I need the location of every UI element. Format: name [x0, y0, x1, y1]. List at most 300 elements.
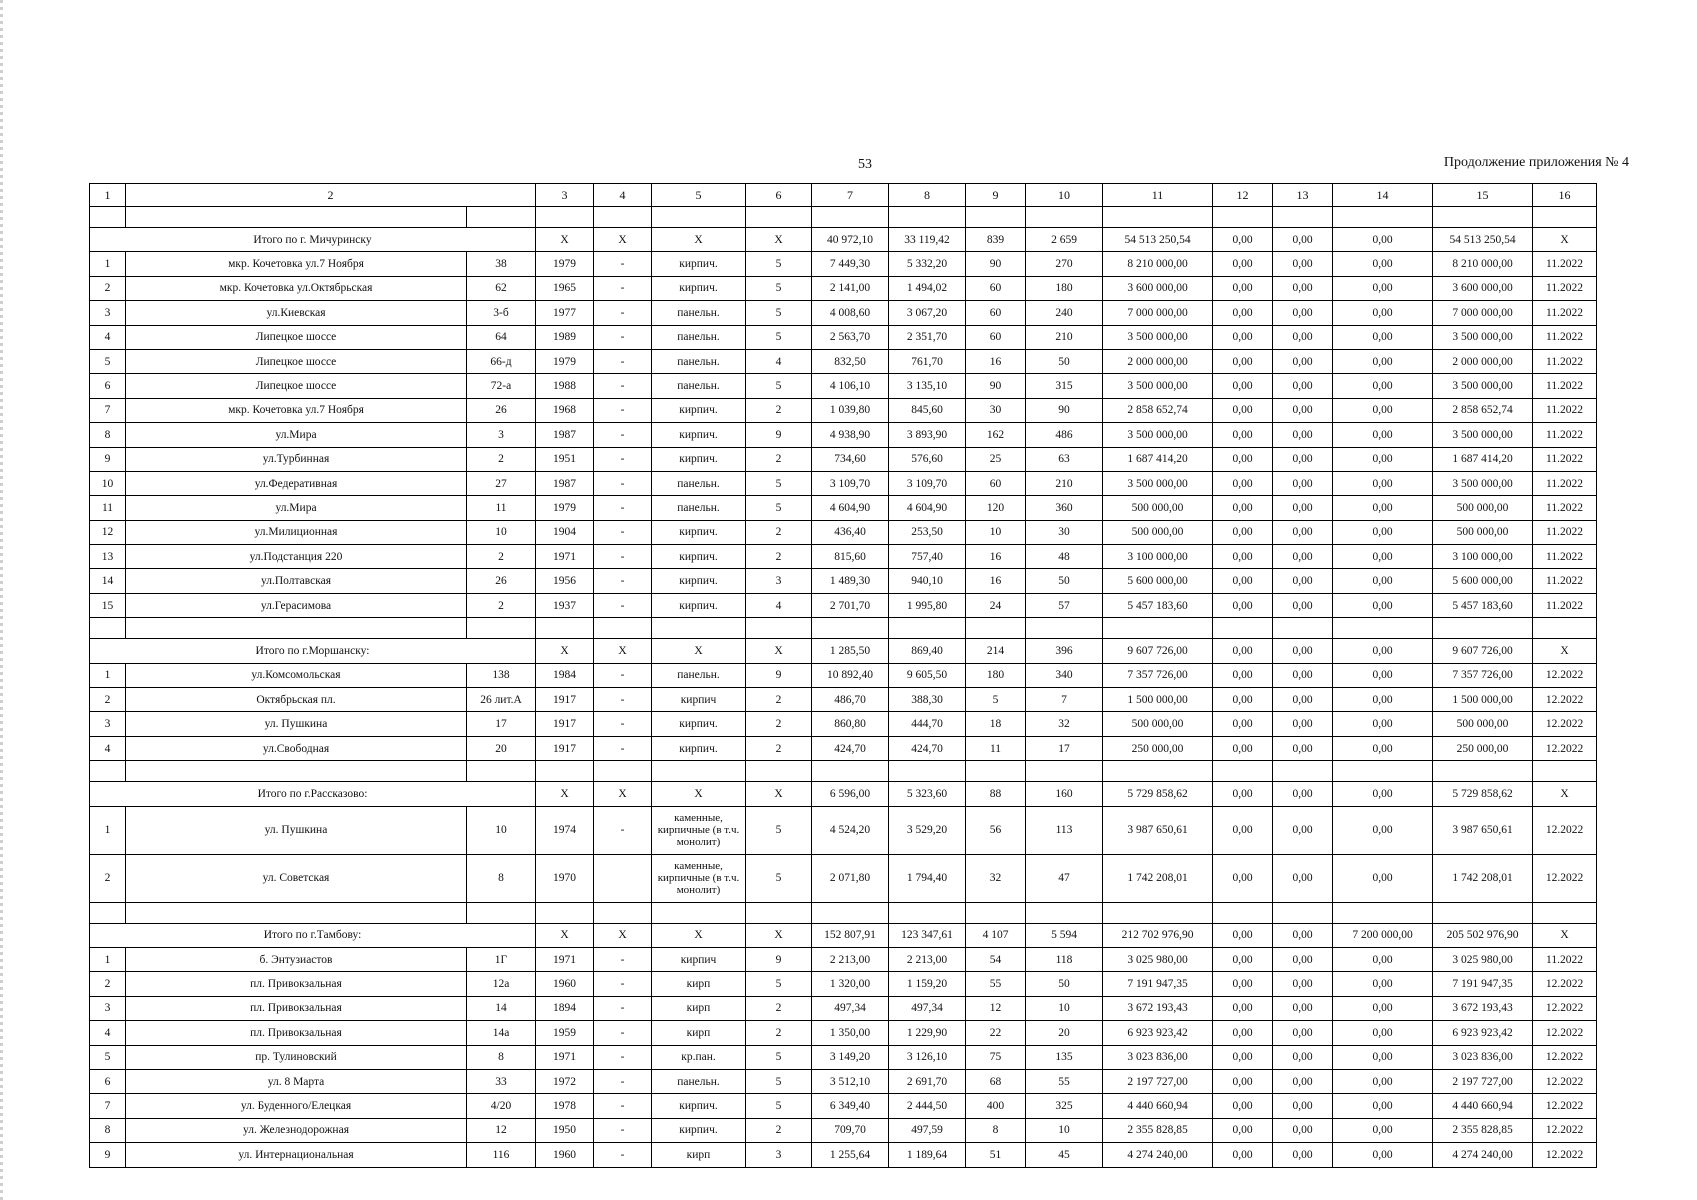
table-cell: ул. Советская: [126, 854, 467, 902]
table-cell: кирпич.: [652, 1094, 746, 1118]
empty-cell: [652, 902, 746, 923]
table-cell: ул. Пушкина: [126, 712, 467, 736]
table-cell: 9: [746, 663, 812, 687]
total-cell: X: [1533, 782, 1597, 806]
table-cell: 0,00: [1213, 1021, 1273, 1045]
empty-cell: [594, 902, 652, 923]
table-cell: 0,00: [1273, 374, 1333, 398]
table-cell: 5 457 183,60: [1433, 593, 1533, 617]
table-cell: 8 210 000,00: [1433, 252, 1533, 276]
table-cell: -: [594, 569, 652, 593]
table-cell: 3 500 000,00: [1433, 325, 1533, 349]
empty-cell: [812, 207, 889, 228]
table-cell: 2 351,70: [889, 325, 966, 349]
total-cell: X: [746, 639, 812, 663]
empty-cell: [1213, 618, 1273, 639]
table-cell: 18: [966, 712, 1026, 736]
table-cell: 3 500 000,00: [1433, 471, 1533, 495]
table-cell: 3 512,10: [812, 1069, 889, 1093]
table-cell: 2 213,00: [812, 947, 889, 971]
table-cell: 0,00: [1213, 447, 1273, 471]
table-cell: -: [594, 398, 652, 422]
total-cell: 0,00: [1333, 639, 1433, 663]
table-cell: 2: [746, 996, 812, 1020]
column-number: 12: [1213, 184, 1273, 207]
total-cell: 9 607 726,00: [1103, 639, 1213, 663]
table-cell: 0,00: [1213, 1118, 1273, 1142]
table-cell: 1 255,64: [812, 1143, 889, 1167]
empty-cell: [467, 618, 536, 639]
table-cell: 0,00: [1213, 496, 1273, 520]
total-cell: X: [594, 228, 652, 252]
empty-cell: [126, 618, 467, 639]
table-cell: кирпич.: [652, 447, 746, 471]
column-number: 9: [966, 184, 1026, 207]
table-cell: 0,00: [1213, 1143, 1273, 1167]
table-cell: 832,50: [812, 349, 889, 373]
table-row: [90, 996, 1597, 1020]
table-cell: 4/20: [467, 1094, 536, 1118]
table-cell: 576,60: [889, 447, 966, 471]
table-row: [90, 471, 1597, 495]
table-cell: 60: [966, 325, 1026, 349]
table-cell: 424,70: [812, 736, 889, 760]
table-cell: каменные, кирпичные (в т.ч. монолит): [652, 854, 746, 902]
table-cell: -: [594, 252, 652, 276]
empty-cell: [1103, 618, 1213, 639]
total-cell: 6 596,00: [812, 782, 889, 806]
table-cell: 1951: [536, 447, 594, 471]
table-cell: 5: [746, 276, 812, 300]
empty-cell: [536, 618, 594, 639]
table-cell: 210: [1026, 325, 1103, 349]
total-cell: 214: [966, 639, 1026, 663]
table-cell: -: [594, 276, 652, 300]
table-cell: 32: [1026, 712, 1103, 736]
table-row: [90, 593, 1597, 617]
table-cell: 5: [746, 854, 812, 902]
table-cell: ул. Пушкина: [126, 806, 467, 854]
empty-cell: [889, 902, 966, 923]
table-cell: 162: [966, 423, 1026, 447]
table-cell: 55: [1026, 1069, 1103, 1093]
table-cell: 12.2022: [1533, 854, 1597, 902]
empty-cell: [90, 207, 126, 228]
table-cell: Липецкое шоссе: [126, 374, 467, 398]
table-cell: 486,70: [812, 688, 889, 712]
empty-cell: [746, 761, 812, 782]
table-cell: 7 357 726,00: [1103, 663, 1213, 687]
table-cell: 62: [467, 276, 536, 300]
table-cell: 0,00: [1333, 972, 1433, 996]
table-cell: Октябрьская пл.: [126, 688, 467, 712]
table-cell: 90: [966, 374, 1026, 398]
table-cell: 8: [966, 1118, 1026, 1142]
table-cell: 0,00: [1273, 301, 1333, 325]
table-cell: 90: [966, 252, 1026, 276]
table-cell: 3 500 000,00: [1103, 325, 1213, 349]
table-cell: 734,60: [812, 447, 889, 471]
table-cell: 3 500 000,00: [1433, 423, 1533, 447]
table-cell: ул.Комсомольская: [126, 663, 467, 687]
table-cell: пл. Привокзальная: [126, 972, 467, 996]
total-cell: 839: [966, 228, 1026, 252]
table-cell: 10: [467, 806, 536, 854]
table-cell: 2: [746, 398, 812, 422]
total-cell: 9 607 726,00: [1433, 639, 1533, 663]
empty-cell: [90, 902, 126, 923]
table-cell: кирпич.: [652, 712, 746, 736]
table-cell: 1 320,00: [812, 972, 889, 996]
table-cell: 1 742 208,01: [1103, 854, 1213, 902]
table-cell: 4: [90, 325, 126, 349]
table-cell: 38: [467, 252, 536, 276]
table-cell: 32: [966, 854, 1026, 902]
table-cell: 3-б: [467, 301, 536, 325]
table-cell: 709,70: [812, 1118, 889, 1142]
table-cell: 14а: [467, 1021, 536, 1045]
table-cell: ул.Свободная: [126, 736, 467, 760]
empty-cell: [467, 761, 536, 782]
table-cell: 7: [1026, 688, 1103, 712]
total-cell: 7 200 000,00: [1333, 923, 1433, 947]
table-cell: 0,00: [1273, 325, 1333, 349]
empty-cell: [594, 618, 652, 639]
table-cell: -: [594, 806, 652, 854]
empty-cell: [966, 618, 1026, 639]
table-cell: 60: [966, 471, 1026, 495]
table-cell: 9: [746, 947, 812, 971]
scan-edge: [0, 0, 3, 1200]
table-cell: 30: [1026, 520, 1103, 544]
table-cell: ул. Интернациональная: [126, 1143, 467, 1167]
table-cell: 0,00: [1333, 569, 1433, 593]
table-cell: 4 440 660,94: [1433, 1094, 1533, 1118]
empty-cell: [1433, 207, 1533, 228]
table-cell: 940,10: [889, 569, 966, 593]
table-cell: кирп: [652, 1143, 746, 1167]
table-cell: 9: [90, 1143, 126, 1167]
table-cell: 0,00: [1213, 520, 1273, 544]
table-cell: 0,00: [1273, 496, 1333, 520]
table-cell: 54: [966, 947, 1026, 971]
table-cell: 436,40: [812, 520, 889, 544]
table-cell: панельн.: [652, 301, 746, 325]
table-cell: кирпич.: [652, 569, 746, 593]
table-cell: 0,00: [1273, 398, 1333, 422]
table-cell: 3 500 000,00: [1103, 471, 1213, 495]
table-cell: -: [594, 325, 652, 349]
table-cell: 1904: [536, 520, 594, 544]
table-cell: 6 923 923,42: [1433, 1021, 1533, 1045]
table-cell: 1956: [536, 569, 594, 593]
table-cell: 5: [90, 1045, 126, 1069]
table-cell: 9 605,50: [889, 663, 966, 687]
empty-cell: [594, 207, 652, 228]
table-cell: 1987: [536, 423, 594, 447]
table-cell: 3 109,70: [889, 471, 966, 495]
table-cell: 10: [966, 520, 1026, 544]
table-cell: 10: [1026, 1118, 1103, 1142]
empty-cell: [467, 207, 536, 228]
table-row: [90, 1143, 1597, 1167]
table-cell: 0,00: [1213, 806, 1273, 854]
table-cell: 0,00: [1333, 398, 1433, 422]
table-cell: -: [594, 593, 652, 617]
table-cell: 7 191 947,35: [1103, 972, 1213, 996]
table-cell: 11.2022: [1533, 447, 1597, 471]
table-cell: 1: [90, 806, 126, 854]
table-cell: 55: [966, 972, 1026, 996]
table-cell: 400: [966, 1094, 1026, 1118]
blank-row: [90, 902, 1597, 923]
table-cell: 0,00: [1213, 252, 1273, 276]
column-number: 16: [1533, 184, 1597, 207]
table-cell: -: [594, 545, 652, 569]
table-cell: -: [594, 447, 652, 471]
table-cell: 0,00: [1333, 520, 1433, 544]
total-cell: X: [652, 923, 746, 947]
table-cell: 8: [467, 854, 536, 902]
table-cell: 0,00: [1333, 593, 1433, 617]
empty-cell: [536, 207, 594, 228]
table-cell: 0,00: [1273, 471, 1333, 495]
table-cell: 0,00: [1333, 1021, 1433, 1045]
total-cell: 5 323,60: [889, 782, 966, 806]
table-cell: 9: [746, 423, 812, 447]
table-cell: 5: [966, 688, 1026, 712]
table-cell: -: [594, 301, 652, 325]
table-row: [90, 349, 1597, 373]
total-cell: 2 659: [1026, 228, 1103, 252]
table-cell: 16: [966, 545, 1026, 569]
table-cell: 50: [1026, 349, 1103, 373]
table-cell: 315: [1026, 374, 1103, 398]
table-cell: 497,59: [889, 1118, 966, 1142]
table-cell: 2 355 828,85: [1433, 1118, 1533, 1142]
table-cell: 2 141,00: [812, 276, 889, 300]
table-cell: 3: [90, 712, 126, 736]
table-row: [90, 545, 1597, 569]
table-cell: 180: [966, 663, 1026, 687]
table-cell: 1 494,02: [889, 276, 966, 300]
table-cell: 2 197 727,00: [1433, 1069, 1533, 1093]
table-cell: 0,00: [1213, 349, 1273, 373]
table-cell: мкр. Кочетовка ул.7 Ноября: [126, 252, 467, 276]
table-cell: 3 600 000,00: [1433, 276, 1533, 300]
table-cell: 2: [90, 688, 126, 712]
empty-cell: [126, 761, 467, 782]
table-cell: 11.2022: [1533, 593, 1597, 617]
table-row: [90, 447, 1597, 471]
empty-cell: [652, 207, 746, 228]
table-cell: 0,00: [1213, 569, 1273, 593]
table-cell: 2: [746, 545, 812, 569]
table-cell: 3 500 000,00: [1103, 423, 1213, 447]
total-cell: 160: [1026, 782, 1103, 806]
total-cell: 33 119,42: [889, 228, 966, 252]
table-cell: 72-а: [467, 374, 536, 398]
table-cell: 12: [467, 1118, 536, 1142]
section-total-label: Итого по г.Моршанску:: [90, 639, 536, 663]
total-cell: X: [1533, 228, 1597, 252]
table-cell: 4: [90, 1021, 126, 1045]
table-cell: [594, 854, 652, 902]
column-number: 3: [536, 184, 594, 207]
table-cell: 1972: [536, 1069, 594, 1093]
empty-cell: [1026, 761, 1103, 782]
table-cell: 10: [467, 520, 536, 544]
table-cell: 3 672 193,43: [1103, 996, 1213, 1020]
table-cell: 60: [966, 276, 1026, 300]
table-cell: 51: [966, 1143, 1026, 1167]
table-cell: 1 995,80: [889, 593, 966, 617]
table-cell: Липецкое шоссе: [126, 325, 467, 349]
empty-cell: [966, 761, 1026, 782]
table-cell: мкр. Кочетовка ул.7 Ноября: [126, 398, 467, 422]
table-cell: 0,00: [1273, 854, 1333, 902]
table-row: [90, 712, 1597, 736]
table-cell: 2: [467, 545, 536, 569]
table-cell: 1960: [536, 972, 594, 996]
table-cell: 3 067,20: [889, 301, 966, 325]
table-cell: 3 025 980,00: [1103, 947, 1213, 971]
table-cell: -: [594, 1045, 652, 1069]
table-cell: 12.2022: [1533, 1069, 1597, 1093]
empty-cell: [1273, 618, 1333, 639]
page-number: 53: [858, 157, 872, 172]
total-cell: 0,00: [1333, 782, 1433, 806]
table-cell: 1: [90, 663, 126, 687]
table-cell: 250 000,00: [1433, 736, 1533, 760]
table-cell: ул.Герасимова: [126, 593, 467, 617]
table-cell: 0,00: [1213, 947, 1273, 971]
total-cell: X: [746, 782, 812, 806]
table-cell: 1977: [536, 301, 594, 325]
table-cell: 1 687 414,20: [1433, 447, 1533, 471]
table-cell: -: [594, 1094, 652, 1118]
table-cell: 0,00: [1273, 569, 1333, 593]
column-number: 8: [889, 184, 966, 207]
table-cell: 1: [90, 947, 126, 971]
table-cell: 757,40: [889, 545, 966, 569]
table-cell: -: [594, 972, 652, 996]
table-cell: 3 500 000,00: [1103, 374, 1213, 398]
table-cell: 120: [966, 496, 1026, 520]
table-cell: 26 лит.А: [467, 688, 536, 712]
table-cell: 1978: [536, 1094, 594, 1118]
table-cell: 761,70: [889, 349, 966, 373]
table-cell: кирпич.: [652, 520, 746, 544]
table-cell: 325: [1026, 1094, 1103, 1118]
table-cell: панельн.: [652, 663, 746, 687]
table-cell: -: [594, 1143, 652, 1167]
table-cell: 12.2022: [1533, 1094, 1597, 1118]
empty-cell: [1433, 902, 1533, 923]
table-cell: 500 000,00: [1433, 712, 1533, 736]
table-cell: 3 600 000,00: [1103, 276, 1213, 300]
table-cell: 12: [966, 996, 1026, 1020]
table-cell: пр. Тулиновский: [126, 1045, 467, 1069]
table-cell: 0,00: [1333, 447, 1433, 471]
table-cell: 388,30: [889, 688, 966, 712]
table-cell: 3 135,10: [889, 374, 966, 398]
table-cell: 1970: [536, 854, 594, 902]
table-cell: 118: [1026, 947, 1103, 971]
table-cell: 11: [467, 496, 536, 520]
table-cell: 5: [746, 806, 812, 854]
table-cell: 6 923 923,42: [1103, 1021, 1213, 1045]
table-cell: 0,00: [1333, 1118, 1433, 1142]
table-cell: 5: [746, 972, 812, 996]
table-cell: 0,00: [1213, 325, 1273, 349]
table-cell: 10: [90, 471, 126, 495]
table-cell: 5: [746, 1069, 812, 1093]
table-cell: 253,50: [889, 520, 966, 544]
table-cell: 0,00: [1273, 349, 1333, 373]
table-cell: 12.2022: [1533, 1143, 1597, 1167]
table-cell: 0,00: [1213, 471, 1273, 495]
table-cell: 3: [90, 301, 126, 325]
table-cell: -: [594, 712, 652, 736]
total-cell: X: [652, 228, 746, 252]
table-cell: 4: [90, 736, 126, 760]
table-cell: 3 100 000,00: [1433, 545, 1533, 569]
table-cell: 0,00: [1213, 972, 1273, 996]
table-cell: 1979: [536, 252, 594, 276]
table-cell: 11: [90, 496, 126, 520]
table-cell: 486: [1026, 423, 1103, 447]
empty-cell: [812, 902, 889, 923]
table-cell: 3: [746, 1143, 812, 1167]
total-cell: 0,00: [1273, 923, 1333, 947]
table-cell: 4 604,90: [812, 496, 889, 520]
column-number-row: [90, 184, 1597, 207]
table-cell: 1 039,80: [812, 398, 889, 422]
table-cell: 240: [1026, 301, 1103, 325]
table-cell: 0,00: [1273, 593, 1333, 617]
table-row: [90, 1021, 1597, 1045]
table-cell: 1917: [536, 688, 594, 712]
table-row: [90, 252, 1597, 276]
table-cell: ул.Мира: [126, 496, 467, 520]
table-cell: 11.2022: [1533, 471, 1597, 495]
empty-cell: [1026, 618, 1103, 639]
table-cell: 0,00: [1273, 520, 1333, 544]
table-cell: кирпич.: [652, 593, 746, 617]
table-cell: 1965: [536, 276, 594, 300]
table-cell: 7: [90, 1094, 126, 1118]
table-cell: 0,00: [1333, 545, 1433, 569]
table-cell: панельн.: [652, 1069, 746, 1093]
table-cell: 8: [90, 423, 126, 447]
table-cell: 11.2022: [1533, 569, 1597, 593]
empty-cell: [966, 207, 1026, 228]
total-cell: 0,00: [1333, 228, 1433, 252]
table-cell: 90: [1026, 398, 1103, 422]
table-cell: 50: [1026, 569, 1103, 593]
empty-cell: [652, 761, 746, 782]
table-cell: 11.2022: [1533, 520, 1597, 544]
total-cell: 0,00: [1213, 782, 1273, 806]
table-cell: -: [594, 1069, 652, 1093]
table-cell: кирпич.: [652, 276, 746, 300]
table-cell: 5: [90, 349, 126, 373]
continuation-caption: Продолжение приложения № 4: [1443, 155, 1629, 170]
table-cell: 3 149,20: [812, 1045, 889, 1069]
table-cell: ул.Турбинная: [126, 447, 467, 471]
table-cell: 0,00: [1333, 423, 1433, 447]
